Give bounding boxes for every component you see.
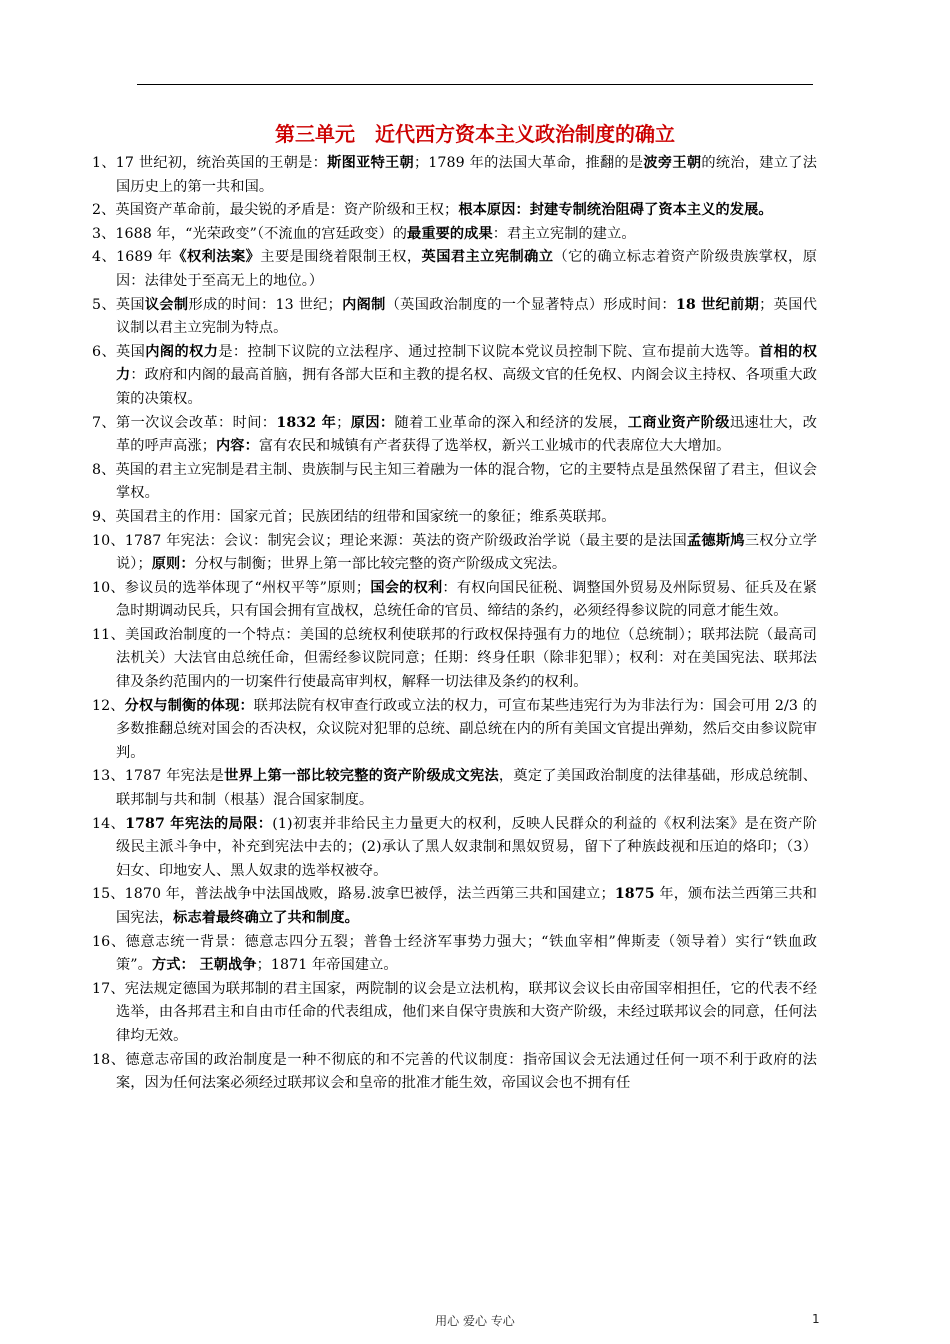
bold-text-run: 1787 年宪法的局限： xyxy=(125,815,273,832)
text-run: ； xyxy=(336,414,351,431)
text-run: 2、英国资产革命前，最尖锐的矛盾是：资产阶级和王权； xyxy=(92,202,459,219)
text-run: 17、宪法规定德国为联邦制的君主国家，两院制的议会是立法机构，联邦议会议长由帝国宰相担任，它的代表不经选举，由各邦君主和自由市任命的代表组成，他们来自保守贵族和大资产阶级，未经过联邦议会的同意，任何法律均无效。 xyxy=(92,980,817,1044)
bold-text-run: 内容： xyxy=(216,438,259,455)
text-run: 18、德意志帝国的政治制度是一种不彻底的和不完善的代议制度：指帝国议会无法通过任何一项不利于政府的法案，因为任何法案必须经过联邦议会和皇帝的批准才能生效，帝国议会也不拥有任 xyxy=(92,1051,817,1092)
bold-text-run: 英国君主立宪制确立 xyxy=(421,249,554,266)
text-run: ，奠定了美国政治制度的法律基础，形成总统制、联邦制与共和制（根基）混合国家制度。 xyxy=(116,768,817,809)
document-body xyxy=(92,152,817,1096)
bold-text-run: 方式： xyxy=(151,957,195,974)
text-run: 4、1689 年 xyxy=(92,249,173,266)
bold-text-run: 原因： xyxy=(350,414,395,431)
bold-text-run: 内阁的权力 xyxy=(145,343,219,360)
text-run: ；1789 年的法国大革命，推翻的是 xyxy=(414,155,644,171)
text-run: 15、1870 年，普法战争中法国战败，路易.波拿巴被俘，法兰西第三共和国建立； xyxy=(92,886,615,903)
text-run: 12、 xyxy=(92,697,125,714)
bold-text-run: 斯图亚特王朝 xyxy=(327,155,415,171)
numbered-paragraph xyxy=(92,931,817,978)
text-run: (1)初衷并非给民主力量更大的权利，反映人民群众的利益的《权利法案》是在资产阶级民主派斗争中，补充到宪法中去的；(2)承认了黑人奴隶制和黑奴贸易，留下了种族歧视和压迫的烙印；（3）妇女、印地安人、黑人奴隶的选举权被夺。 xyxy=(116,815,817,879)
numbered-paragraph xyxy=(92,506,817,530)
text-run: 的统治，建立了法国历史上的第一共和国。 xyxy=(116,155,818,195)
text-run: 迅速壮大，改革的呼声高涨； xyxy=(116,414,817,455)
text-run: 3、1688 年，“光荣政变”（不流血的宫廷政变）的 xyxy=(92,225,408,242)
bold-text-run: 波旁王朝 xyxy=(643,155,702,171)
text-run: 10、1787 年宪法：会议：制宪会议；理论来源：英法的资产阶级政治学说（最主要的是法国 xyxy=(92,532,687,549)
text-run: 形成的时间：13 世纪； xyxy=(188,296,342,313)
bold-text-run: 18 世纪前期 xyxy=(675,296,760,313)
bold-text-run: 议会制 xyxy=(144,296,189,313)
text-run: ：政府和内阁的最高首脑，拥有各部大臣和主教的提名权、高级文官的任免权、内阁会议主持权、各项重大政策的决策权。 xyxy=(116,367,817,407)
text-run: ：有权向国民征税、调整国外贸易及州际贸易、征兵及在紧急时期调动民兵，只有国会拥有宣战权，总统任命的官员、缔结的条约，必须经得参议院的同意才能生效。 xyxy=(116,579,817,620)
text-run: 分权与制衡；世界上第一部比较完整的资产阶级成文宪法。 xyxy=(194,556,567,573)
text-run: 7、第一次议会改革：时间： xyxy=(92,414,277,431)
text-run: 年，颁布法兰西第三共和国宪法， xyxy=(116,886,817,926)
bold-text-run: 首相的权力 xyxy=(116,343,817,384)
bold-text-run: 孟德斯鸠 xyxy=(686,532,745,549)
header-rule xyxy=(137,84,813,85)
text-run: 三权分立学说）； xyxy=(116,532,817,573)
bold-text-run: 内阁制 xyxy=(341,296,386,313)
numbered-paragraph xyxy=(92,765,817,812)
text-run: 富有农民和城镇有产者获得了选举权，新兴工业城市的代表席位大大增加。 xyxy=(258,438,731,455)
text-run: 联邦法院有权审查行政或立法的权力，可宣布某些违宪行为为非法行为：国会可用 2/3 的多数推翻总统对国会的否决权，众议院对犯罪的总统、副总统在内的所有美国文官提出弹劾，然后交由参议院审判。 xyxy=(116,697,818,761)
bold-text-run: 最重要的成果 xyxy=(407,225,493,242)
numbered-paragraph xyxy=(92,813,817,884)
numbered-paragraph xyxy=(92,294,817,341)
text-run: 11、美国政治制度的一个特点：美国的总统权利使联邦的行政权保持强有力的地位（总统制）；联邦法院（最高司法机关）大法官由总统任命，但需经参议院同意；任期：终身任职（除非犯罪）；权利：对在美国宪法、联邦法律及条约范围内的一切案件行使最高审判权，解释一切法律及条约的权利。 xyxy=(92,626,817,691)
numbered-paragraph xyxy=(92,883,817,930)
text-run: ；英国代议制以君主立宪制为特点。 xyxy=(116,296,817,337)
text-run: 8、英国的君主立宪制是君主制、贵族制与民主知三着融为一体的混合物，它的主要特点是虽然保留了君主，但议会掌权。 xyxy=(92,461,817,502)
numbered-paragraph xyxy=(92,246,817,293)
text-run: 16、德意志统一背景：德意志四分五裂；普鲁士经济军事势力强大；“铁血宰相”俾斯麦（领导着）实行“铁血政策”。 xyxy=(92,933,817,974)
text-run: ：君主立宪制的建立。 xyxy=(492,225,636,242)
numbered-paragraph xyxy=(92,1049,817,1096)
numbered-paragraph xyxy=(92,577,817,624)
document-title: 第三单元 近代西方资本主义政治制度的确立 xyxy=(275,122,675,146)
bold-text-run: 世界上第一部比较完整的资产阶级成文宪法 xyxy=(224,768,499,785)
bold-text-run: 工商业资产阶级 xyxy=(627,414,730,431)
text-run: 是：控制下议院的立法程序、通过控制下议院本党议员控制下院、宣布提前大选等。 xyxy=(218,343,759,360)
text-run: 9、英国君主的作用：国家元首；民族团结的纽带和国家统一的象征；维系英联邦。 xyxy=(92,508,616,525)
text-run: 1、17 世纪初，统治英国的王朝是： xyxy=(92,155,328,171)
numbered-paragraph xyxy=(92,412,817,459)
bold-text-run: 根本原因：封建专制统治阻碍了资本主义的发展。 xyxy=(458,202,773,219)
bold-text-run: 1875 xyxy=(614,886,655,903)
text-run: 5、英国 xyxy=(92,296,145,313)
bold-text-run: 王朝战争 xyxy=(199,957,257,974)
footer-text: 用心 爱心 专心 xyxy=(435,1314,515,1328)
text-run: （英国政治制度的一个显著特点）形成时间： xyxy=(385,296,676,313)
bold-text-run: 《权利法案》 xyxy=(172,249,261,266)
text-run: （它的确立标志着资产阶级贵族掌权，原因：法律处于至高无上的地位。） xyxy=(116,249,817,289)
bold-text-run: 原则： xyxy=(151,556,195,573)
bold-text-run: 国会的权利 xyxy=(370,579,443,596)
text-run: ；1871 年帝国建立。 xyxy=(256,957,398,974)
numbered-paragraph xyxy=(92,341,817,412)
text-run: 6、英国 xyxy=(92,343,146,360)
numbered-paragraph xyxy=(92,624,817,695)
text-run: 随着工业革命的深入和经济的发展， xyxy=(394,414,628,431)
numbered-paragraph xyxy=(92,199,817,223)
numbered-paragraph xyxy=(92,978,817,1049)
page-number: 1 xyxy=(812,1312,820,1326)
bold-text-run: 分权与制衡的体现： xyxy=(124,697,254,714)
bold-text-run: 标志着最终确立了共和制度。 xyxy=(173,910,359,926)
numbered-paragraph xyxy=(92,530,817,577)
numbered-paragraph xyxy=(92,459,817,506)
text-run: 14、 xyxy=(92,815,126,832)
numbered-paragraph xyxy=(92,223,817,247)
text-run: 10、参议员的选举体现了“州权平等”原则； xyxy=(92,579,371,596)
text-run: 主要是围绕着限制王权， xyxy=(260,249,422,266)
text-run: 13、1787 年宪法是 xyxy=(92,768,225,785)
numbered-paragraph xyxy=(92,695,817,766)
bold-text-run: 1832 年 xyxy=(276,414,337,431)
numbered-paragraph xyxy=(92,152,817,199)
